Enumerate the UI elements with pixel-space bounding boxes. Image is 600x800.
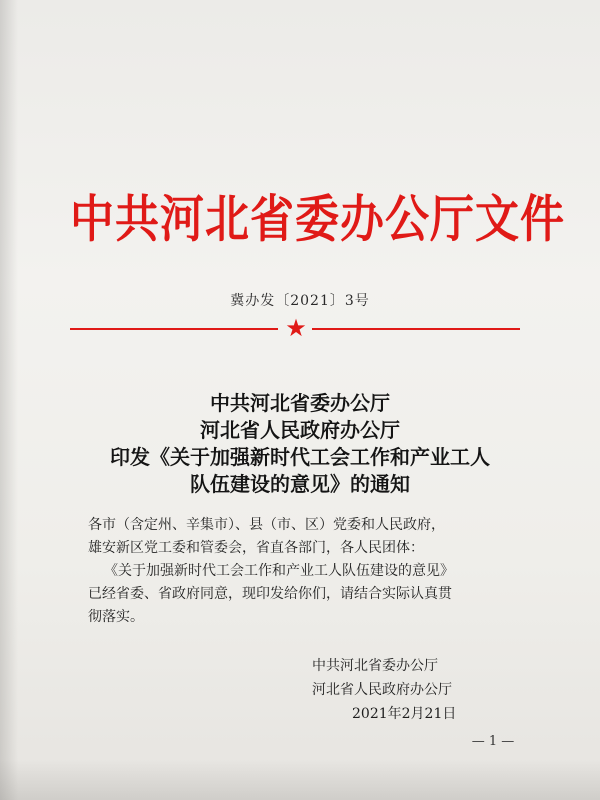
notice-body xyxy=(88,514,528,629)
red-divider-left xyxy=(70,328,278,330)
body-line: 雄安新区党工委和管委会，省直各部门，各人民团体： xyxy=(88,540,424,556)
page-number: — 1 — xyxy=(471,734,515,749)
signer-name: 河北省人民政府办公厅 xyxy=(312,682,452,698)
title-line: 中共河北省委办公厅 xyxy=(210,391,390,415)
notice-title xyxy=(0,390,600,498)
signer-name: 中共河北省委办公厅 xyxy=(312,658,438,674)
body-line: 彻落实。 xyxy=(88,609,144,625)
title-line: 队伍建设的意见》的通知 xyxy=(190,472,410,496)
masthead-title: 中共河北省委办公厅文件 xyxy=(70,190,565,250)
title-line: 河北省人民政府办公厅 xyxy=(200,418,400,442)
signature-block xyxy=(312,654,532,726)
body-line: 已经省委、省政府同意，现印发给你们，请结合实际认真贯 xyxy=(88,586,452,602)
star-icon: ★ xyxy=(285,314,307,342)
red-divider-right xyxy=(312,328,520,330)
issue-date: 2021年2月21日 xyxy=(352,706,457,722)
page-shadow-bottom xyxy=(0,760,600,800)
body-line: 《关于加强新时代工会工作和产业工人队伍建设的意见》 xyxy=(104,563,454,579)
document-number: 冀办发〔2021〕3号 xyxy=(230,293,370,309)
body-line: 各市（含定州、辛集市）、县（市、区）党委和人民政府， xyxy=(88,517,445,533)
title-line: 印发《关于加强新时代工会工作和产业工人 xyxy=(110,445,490,469)
